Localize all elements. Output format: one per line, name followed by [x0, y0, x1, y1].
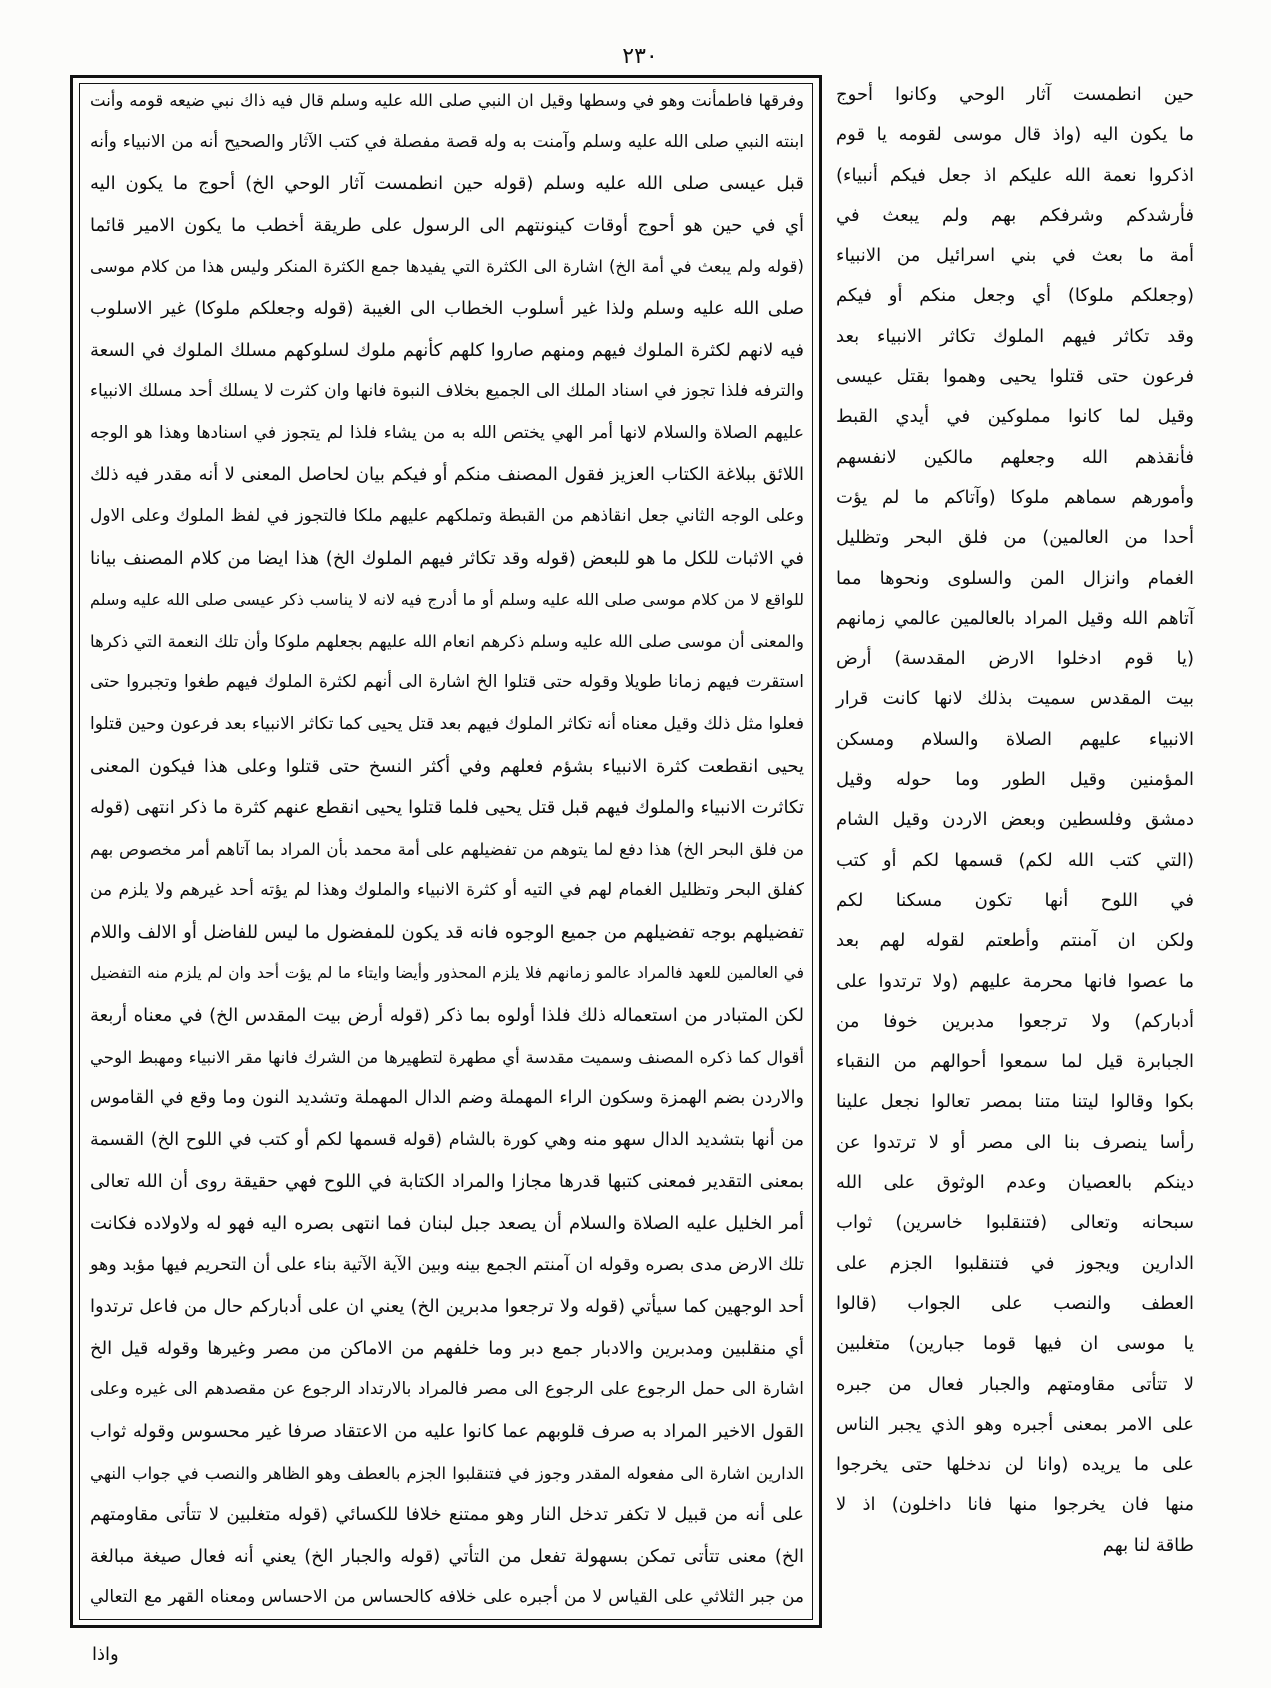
margin-line: ما يكون اليه (واذ قال موسى لقومه يا قوم — [836, 124, 1194, 146]
commentary-line: بمعنى التقدير فمعنى كتبها قدرها مجازا والمراد الكتابة في اللوح فهي حقيقة روى أن الله تعالى — [90, 1171, 804, 1193]
commentary-line: والاردن بضم الهمزة وسكون الراء المهملة وضم الدال المهملة وتشديد النون وما وقع في القاموس — [90, 1088, 804, 1109]
commentary-line: أي منقلبين ومدبرين والادبار جمع دبر وما خلفهم من الاماكن من مصر وغيرها وقوله قيل الخ — [90, 1337, 804, 1359]
commentary-line: أحد الوجهين كما سيأتي (قوله ولا ترجعوا مدبرين الخ) يعني ان على أدباركم حال من فاعل ترتدوا — [90, 1296, 804, 1318]
commentary-line: القول الاخير المراد به صرف قلوبهم عما كانوا عليه من الاعتقاد صرفا غير محسوس وقوله ثواب — [90, 1421, 804, 1442]
margin-line: أمة ما بعث في بني اسرائيل من الانبياء — [836, 245, 1194, 267]
commentary-line: في العالمين للعهد فالمراد عالمو زمانهم فلا يلزم المحذور وأيضا وايتاء ما لم يؤت أحد وان لم يلزم منه التفضيل — [90, 964, 804, 983]
commentary-line: على أنه من قبيل لا تكفر تدخل النار وهو ممتنع خلافا للكسائي (قوله متغلبين لا تتأتى مقاومتهم — [90, 1504, 804, 1526]
commentary-line: تفضيلهم بوجه تفضيلهم من جميع الوجوه فانه قد يكون للمفضول ما ليس للفاضل أو الالف واللام — [90, 921, 804, 943]
commentary-line: كفلق البحر وتظليل الغمام لهم في التيه أو كثرة الانبياء والملوك وهذا لم يؤته أحد غيرهم ولا يلزم من — [90, 880, 804, 901]
commentary-line: تكاثرت الانبياء والملوك فيهم قبل قتل يحيى فلما قتلوا يحيى انقطع عنهم كثرة ما ذكر انتهى (قوله — [90, 797, 804, 819]
commentary-line: قبل عيسى صلى الله عليه وسلم (قوله حين انطمست آثار الوحي الخ) أحوج ما يكون اليه — [90, 173, 804, 195]
margin-line: دينكم بالعصيان وعدم الوثوق على الله — [836, 1172, 1194, 1194]
margin-line: المؤمنين وقيل الطور وما حوله وقيل — [836, 769, 1194, 791]
margin-line: في اللوح أنها تكون مسكنا لكم — [836, 889, 1194, 911]
margin-line: (يا قوم ادخلوا الارض المقدسة) أرض — [836, 648, 1194, 670]
margin-line: منها فان يخرجوا منها فانا داخلون) اذ لا — [836, 1494, 1194, 1516]
commentary-line: وعلى الوجه الثاني جعل انقاذهم من القبطة وتملكهم عليهم ملكا فالتجوز في لفظ الملوك وعلى الاول — [90, 505, 804, 526]
margin-line: (وجعلكم ملوكا) أي وجعل منكم أو فيكم — [836, 285, 1194, 307]
commentary-line: وفرقها فاطمأنت وهو في وسطها وقيل ان النبي صلى الله عليه وسلم قال فيه ذاك نبي ضيعه قومه وأنت — [90, 91, 804, 110]
commentary-line: في الاثبات للكل ما هو للبعض (قوله وقد تكاثر فيهم الملوك الخ) هذا ايضا من كلام المصنف بيانا — [90, 547, 804, 569]
margin-line: فأرشدكم وشرفكم بهم ولم يبعث في — [836, 204, 1194, 226]
commentary-line: لكن المتبادر من استعماله ذلك فلذا أولوه بما ذكر (قوله أرض بيت المقدس الخ) في معناه أربعة — [90, 1005, 804, 1027]
margin-line: أدباركم) ولا ترجعوا مدبرين خوفا من — [836, 1010, 1194, 1032]
commentary-line: فيه لانهم لكثرة الملوك فيهم ومنهم صاروا كلهم كأنهم ملوك لسلوكهم مسلك الملوك في السعة — [90, 339, 804, 361]
margin-line: على ما يريده (وانا لن ندخلها حتى يخرجوا — [836, 1454, 1194, 1476]
margin-line: أحدا من العالمين) من فلق البحر وتظليل — [836, 527, 1194, 549]
commentary-line: للواقع لا من كلام موسى صلى الله عليه وسلم أو ما أدرج فيه لانه لا يناسب ذكر عيسى صلى الله عليه وسلم — [90, 590, 804, 610]
margin-line: الغمام وانزال المن والسلوى ونحوها مما — [836, 567, 1194, 589]
margin-line: (التي كتب الله لكم) قسمها لكم أو كتب — [836, 849, 1194, 871]
commentary-text-block — [90, 80, 804, 1619]
margin-line: الجبابرة قيل لما سمعوا أحوالهم من النقباء — [836, 1051, 1194, 1073]
margin-line: آتاهم الله وقيل المراد بالعالمين عالمي زمانهم — [836, 607, 1194, 629]
commentary-line: فعلوا مثل ذلك وقيل معناه أنه تكاثر الملوك فيهم بعد قتل يحيى كما تكاثر الانبياء بعد فرعون وحين قتلوا — [90, 713, 804, 734]
margin-line: بكوا وقالوا ليتنا متنا بمصر تعالوا نجعل علينا — [836, 1091, 1194, 1113]
margin-line: الدارين ويجوز في فتنقلبوا الجزم على — [836, 1252, 1194, 1274]
commentary-line: من أنها بتشديد الدال سهو منه وهي كورة بالشام (قوله قسمها لكم أو كتب في اللوح الخ) القسمة — [90, 1129, 804, 1150]
commentary-line: أي في حين هو أحوج أوقات كينونتهم الى الرسول على طريقة أخطب ما يكون الامير قائما — [90, 214, 804, 236]
commentary-line: استقرت فيهم زمانا طويلا وقوله حتى قتلوا الخ اشارة الى أنهم لكثرة الملوك فيهم طغوا وتجبروا حتى — [90, 672, 804, 693]
margin-text-block — [836, 75, 1194, 1566]
margin-line: العطف والنصب على الجواب (قالوا — [836, 1292, 1194, 1314]
margin-line: بيت المقدس سميت بذلك لانها كانت قرار — [836, 688, 1194, 710]
commentary-line: اللائق ببلاغة الكتاب العزيز فقول المصنف منكم أو فيكم بيان لحاصل المعنى لا أنه مقدر فيه ذلك — [90, 464, 804, 486]
commentary-line: من جبر الثلاثي على القياس لا من أجبره على خلافه كالحساس من الاحساس ومعناه القهر مع التعالي — [90, 1587, 804, 1608]
margin-line: يا موسى ان فيها قوما جبارين) متغلبين — [836, 1333, 1194, 1355]
commentary-line: صلى الله عليه وسلم ولذا غير أسلوب الخطاب الى الغيبة (قوله وجعلكم ملوكا) غير الاسلوب — [90, 297, 804, 319]
margin-line: الانبياء عليهم الصلاة والسلام ومسكن — [836, 728, 1194, 750]
margin-line: وأمورهم سماهم ملوكا (وآتاكم ما لم يؤت — [836, 486, 1194, 508]
commentary-line: تلك الارض مدى بصره وقوله ان آمنتم الجمع بينه وبين الآية الآتية بناء على أن التحريم فيها مؤبد وهو — [90, 1254, 804, 1275]
commentary-line: الخ) معنى تتأتى تمكن بسهولة تفعل من التأتي (قوله والجبار الخ) يعني أنه فعال صيغة مبالغة — [90, 1545, 804, 1567]
commentary-line: والمعنى أن موسى صلى الله عليه وسلم ذكرهم انعام الله عليهم بجعلهم ملوكا وأن تلك النعمة التي ذكرها — [90, 631, 804, 651]
page-number: ٢٣٠ — [622, 44, 658, 69]
margin-line: سبحانه وتعالى (فتنقلبوا خاسرين) ثواب — [836, 1212, 1194, 1234]
margin-line: على الامر بمعنى أجبره وهو الذي يجبر الناس — [836, 1413, 1194, 1435]
commentary-line: يحيى انقطعت كثرة الانبياء بشؤم فعلهم وفي أكثر النسخ حتى قتلوا وعلى هذا فيكون المعنى — [90, 755, 804, 777]
margin-line: ولكن ان آمنتم وأطعتم لقوله لهم بعد — [836, 930, 1194, 952]
margin-line: وقيل لما كانوا مملوكين في أيدي القبط — [836, 406, 1194, 428]
commentary-line: (قوله ولم يبعث في أمة الخ) اشارة الى الكثرة التي يفيدها جمع الكثرة المنكر وليس هذا من كلام موسى — [90, 257, 804, 277]
margin-line: طاقة لنا بهم — [1102, 1534, 1194, 1556]
commentary-line: ابنته النبي صلى الله عليه وسلم وآمنت به وله قصة مفصلة في كتب الآثار والصحيح أنه من الانبياء وأنه — [90, 131, 804, 152]
margin-line: اذكروا نعمة الله عليكم اذ جعل فيكم أنبياء) — [836, 164, 1194, 186]
commentary-line: أمر الخليل عليه الصلاة والسلام أن يصعد جبل لبنان فما انتهى بصره اليه فهو له ولاولاده فكانت — [90, 1213, 804, 1235]
margin-line: دمشق وفلسطين وبعض الاردن وقيل الشام — [836, 809, 1194, 831]
margin-line: لا تتأتى مقاومتهم والجبار فعال من جبره — [836, 1373, 1194, 1395]
margin-line: وقد تكاثر فيهم الملوك تكاثر الانبياء بعد — [836, 325, 1194, 347]
margin-line: فأنقذهم الله وجعلهم مالكين لانفسهم — [836, 446, 1194, 468]
margin-line: ما عصوا فانها محرمة عليهم (ولا ترتدوا على — [836, 970, 1194, 992]
commentary-line: اشارة الى حمل الرجوع على الرجوع الى مصر فالمراد بالارتداد الرجوع عن مقصدهم الى غيره وعلى — [90, 1379, 804, 1400]
margin-line: حين انطمست آثار الوحي وكانوا أحوج — [836, 84, 1194, 105]
margin-line: فرعون حتى قتلوا يحيى وهموا بقتل عيسى — [836, 366, 1194, 388]
margin-line: رأسا ينصرف بنا الى مصر أو لا ترتدوا عن — [836, 1131, 1194, 1153]
commentary-line: عليهم الصلاة والسلام لانها أمر الهي يختص الله به من يشاء فلذا لم يتجوز في اسنادها وهذا هو الوجه — [90, 422, 804, 443]
catchword: واذا — [92, 1644, 119, 1665]
commentary-line: من فلق البحر الخ) هذا دفع لما يتوهم من تفضيلهم على أمة محمد بأن المراد بما آتاهم أمر مخصوص بهم — [90, 839, 804, 859]
commentary-line: والترفه فلذا تجوز في اسناد الملك الى الجميع بخلاف النبوة فانها وان كثرت لا يسلك أحد مسلك الانبياء — [90, 381, 804, 402]
commentary-line: أقوال كما ذكره المصنف وسميت مقدسة أي مطهرة لتطهيرها من الشرك فانها مقر الانبياء ومهبط الوحي — [90, 1047, 804, 1067]
commentary-line: الدارين اشارة الى مفعوله المقدر وجوز في فتنقلبوا الجزم بالعطف وهو الظاهر والنصب في جواب النهي — [90, 1463, 804, 1483]
